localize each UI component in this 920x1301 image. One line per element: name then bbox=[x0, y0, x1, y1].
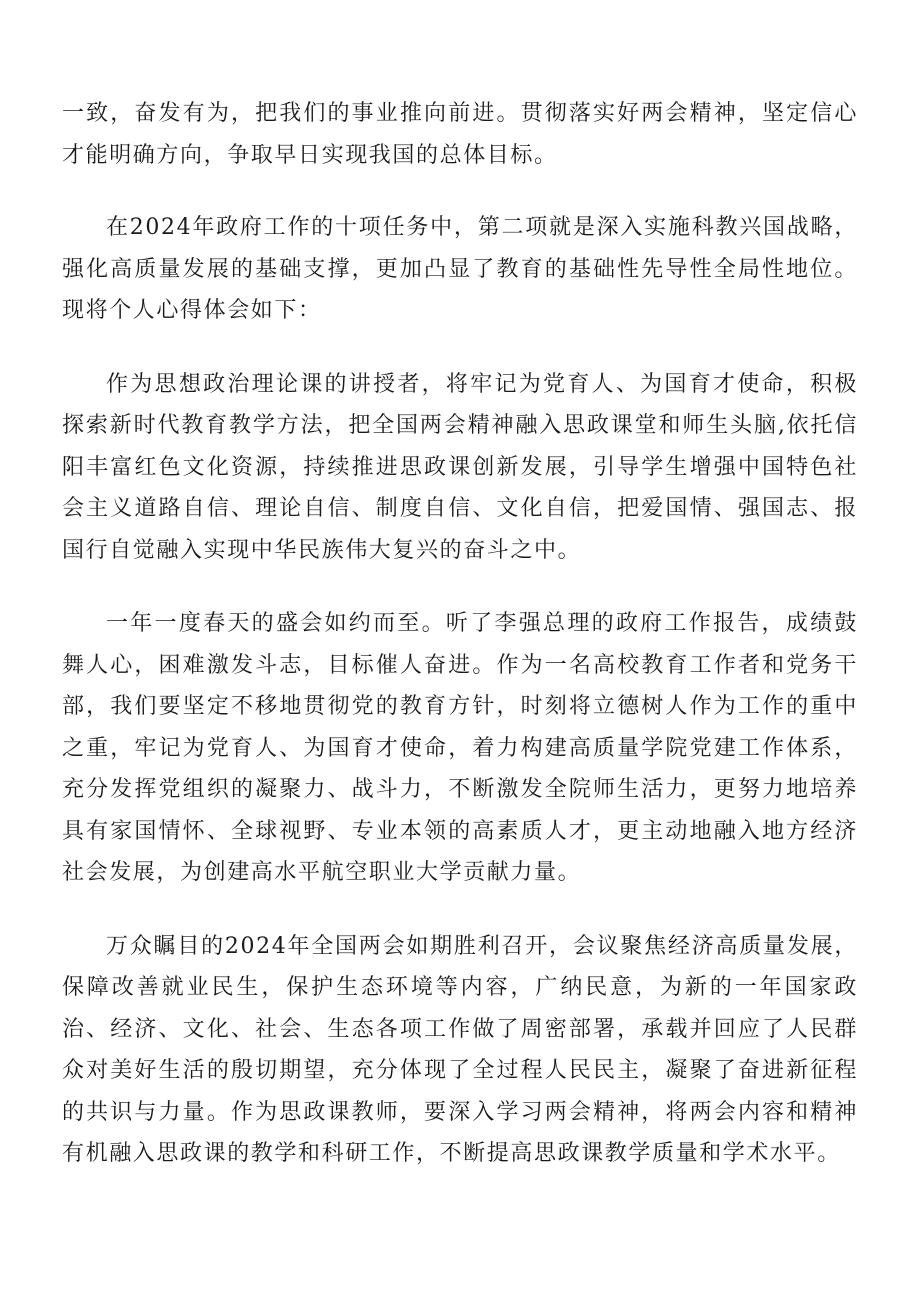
paragraph-ideological-teaching: 作为思想政治理论课的讲授者，将牢记为党育人、为国育才使命，积极探索新时代教育教学方法，把全国两会精神融入思政课堂和师生头脑,依托信阳丰富红色文化资源，持续推进思政课创新发展，引导学生增强中国特色社会主义道路自信、理论自信、制度自信、文化自信，把爱国情、强国志、报国行自觉融入实现中华民族伟大复兴的奋斗之中。 bbox=[62, 371, 858, 563]
paragraph-two-sessions: 万众瞩目的2024年全国两会如期胜利召开，会议聚焦经济高质量发展，保障改善就业民生，保护生态环境等内容，广纳民意，为新的一年国家政治、经济、文化、社会、生态各项工作做了周密部署，承载并回应了人民群众对美好生活的殷切期望，充分体现了全过程人民民主，凝聚了奋进新征程的共识与力量。作为思政课教师，要深入学习两会精神，将两会内容和精神有机融入思政课的教学和科研工作，不断提高思政课教学质量和学术水平。 bbox=[62, 933, 858, 1166]
paragraph-government-tasks: 在2024年政府工作的十项任务中，第二项就是深入实施科教兴国战略，强化高质量发展的基础支撑，更加凸显了教育的基础性先导性全局性地位。现将个人心得体会如下： bbox=[62, 215, 858, 323]
paragraph-continuation: 一致，奋发有为，把我们的事业推向前进。贯彻落实好两会精神，坚定信心才能明确方向，争取早日实现我国的总体目标。 bbox=[62, 101, 858, 168]
document-body bbox=[62, 93, 858, 1175]
paragraph-spring-meeting: 一年一度春天的盛会如约而至。听了李强总理的政府工作报告，成绩鼓舞人心，困难激发斗志，目标催人奋进。作为一名高校教育工作者和党务干部，我们要坚定不移地贯彻党的教育方针，时刻将立德树人作为工作的重中之重，牢记为党育人、为国育才使命，着力构建高质量学院党建工作体系，充分发挥党组织的凝聚力、战斗力，不断激发全院师生活力，更努力地培养具有家国情怀、全球视野、专业本领的高素质人才，更主动地融入地方经济社会发展，为创建高水平航空职业大学贡献力量。 bbox=[62, 611, 858, 885]
